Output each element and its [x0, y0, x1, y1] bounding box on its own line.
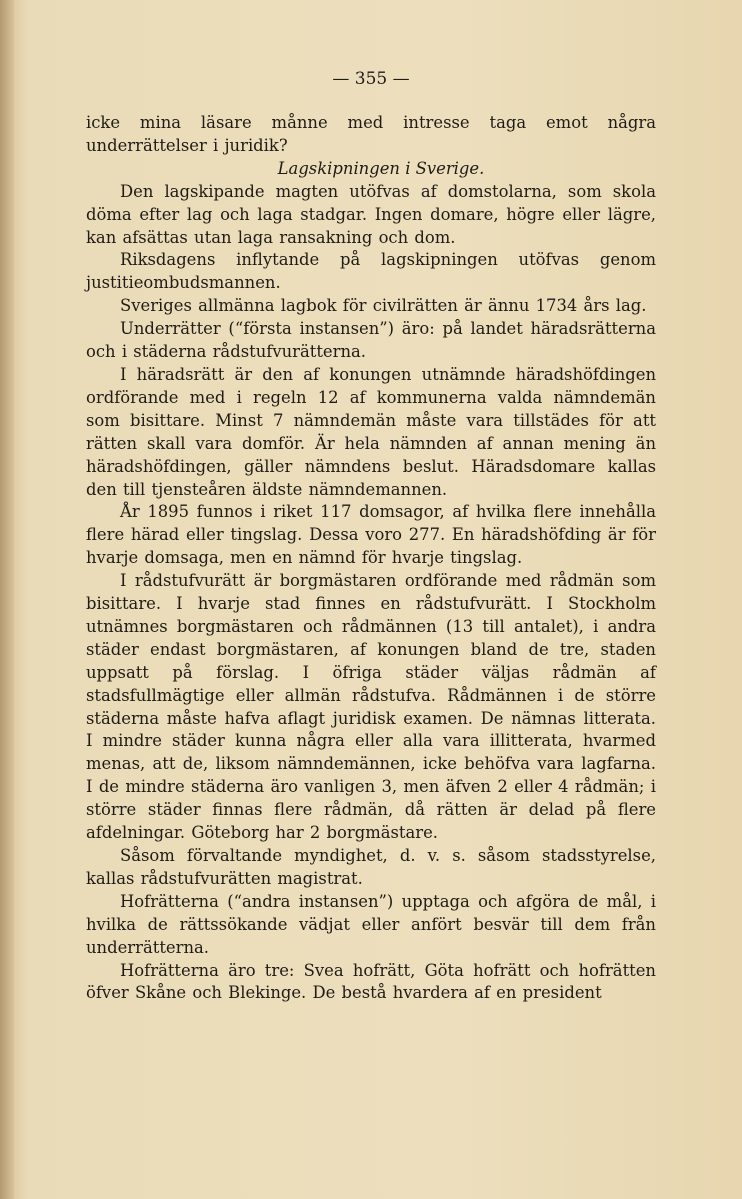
paragraph: Riksdagens inflytande på lagskipningen utöfvas genom justitieombudsmannen.	[86, 250, 656, 293]
paragraph: I rådstufvurätt är borgmästaren ordförande med rådmän som bisittare. I hvarje stad finnes en rådstufvurätt. I Stockholm utnämnes borgmästaren och rådmännen (13 till antalet), i andra städer endast borgmästaren, af konungen bland de tre, staden uppsatt på förslag. I öfriga städer väljas rådmän af stadsfullmägtige eller allmän rådstufva. Rådmännen i de större städerna måste hafva aflagt juridisk examen. De nämnas litterata. I mindre städer kunna några eller alla vara illitterata, hvarmed menas, att de, liksom nämndemännen, icke behöfva vara lagfarna. I de mindre städerna äro vanligen 3, men äfven 2 eller 4 rådmän; i större städer finnas flere rådmän, då rätten är delad på flere afdelningar. Göteborg har 2 borgmästare.	[86, 571, 656, 843]
paragraph: År 1895 funnos i riket 117 domsagor, af hvilka flere innehålla flere härad eller tingslag. Dessa voro 277. En häradshöfding är för hvarje domsaga, men en nämnd för hvarje tingslag.	[86, 502, 656, 568]
paragraph: Hofrätterna (“andra instansen”) upptaga och afgöra de mål, i hvilka de rättssökande vädjat eller anfört besvär till dem från underrätterna.	[86, 891, 656, 957]
paragraph: Underrätter (“första instansen”) äro: på landet häradsrätterna och i städerna rådstufvurätterna.	[86, 319, 656, 362]
paragraph: I häradsrätt är den af konungen utnämnde häradshöfdingen ordförande med i regeln 12 af kommunerna valda nämndemän som bisittare. Minst 7 nämndemän måste vara tillstädes för att rätten skall vara domför. Är hela nämnden af annan mening än häradshöfdingen, gäller nämndens beslut. Häradsdomare kallas den till tjensteåren äldste nämndemannen.	[86, 364, 656, 499]
page-content	[86, 64, 656, 1005]
page-binding-edge	[0, 0, 14, 1199]
section-heading: Lagskipningen i Sverige.	[277, 158, 485, 178]
paragraph: Sveriges allmänna lagbok för civilrätten är ännu 1734 års lag.	[120, 296, 647, 316]
page-number: — 355 —	[332, 69, 410, 89]
paragraph-continued: icke mina läsare månne med intresse taga emot några underrättelser i juridik?	[86, 113, 656, 155]
paragraph: Den lagskipande magten utöfvas af domstolarna, som skola döma efter lag och laga stadgar. Ingen domare, högre eller lägre, kan afsättas utan laga ransakning och dom.	[86, 181, 656, 247]
paragraph: Hofrätterna äro tre: Svea hofrätt, Göta hofrätt och hofrätten öfver Skåne och Blekinge. De bestå hvardera af en president	[86, 960, 656, 1003]
paragraph: Såsom förvaltande myndighet, d. v. s. såsom stadsstyrelse, kallas rådstufvurätten magistrat.	[86, 846, 656, 888]
